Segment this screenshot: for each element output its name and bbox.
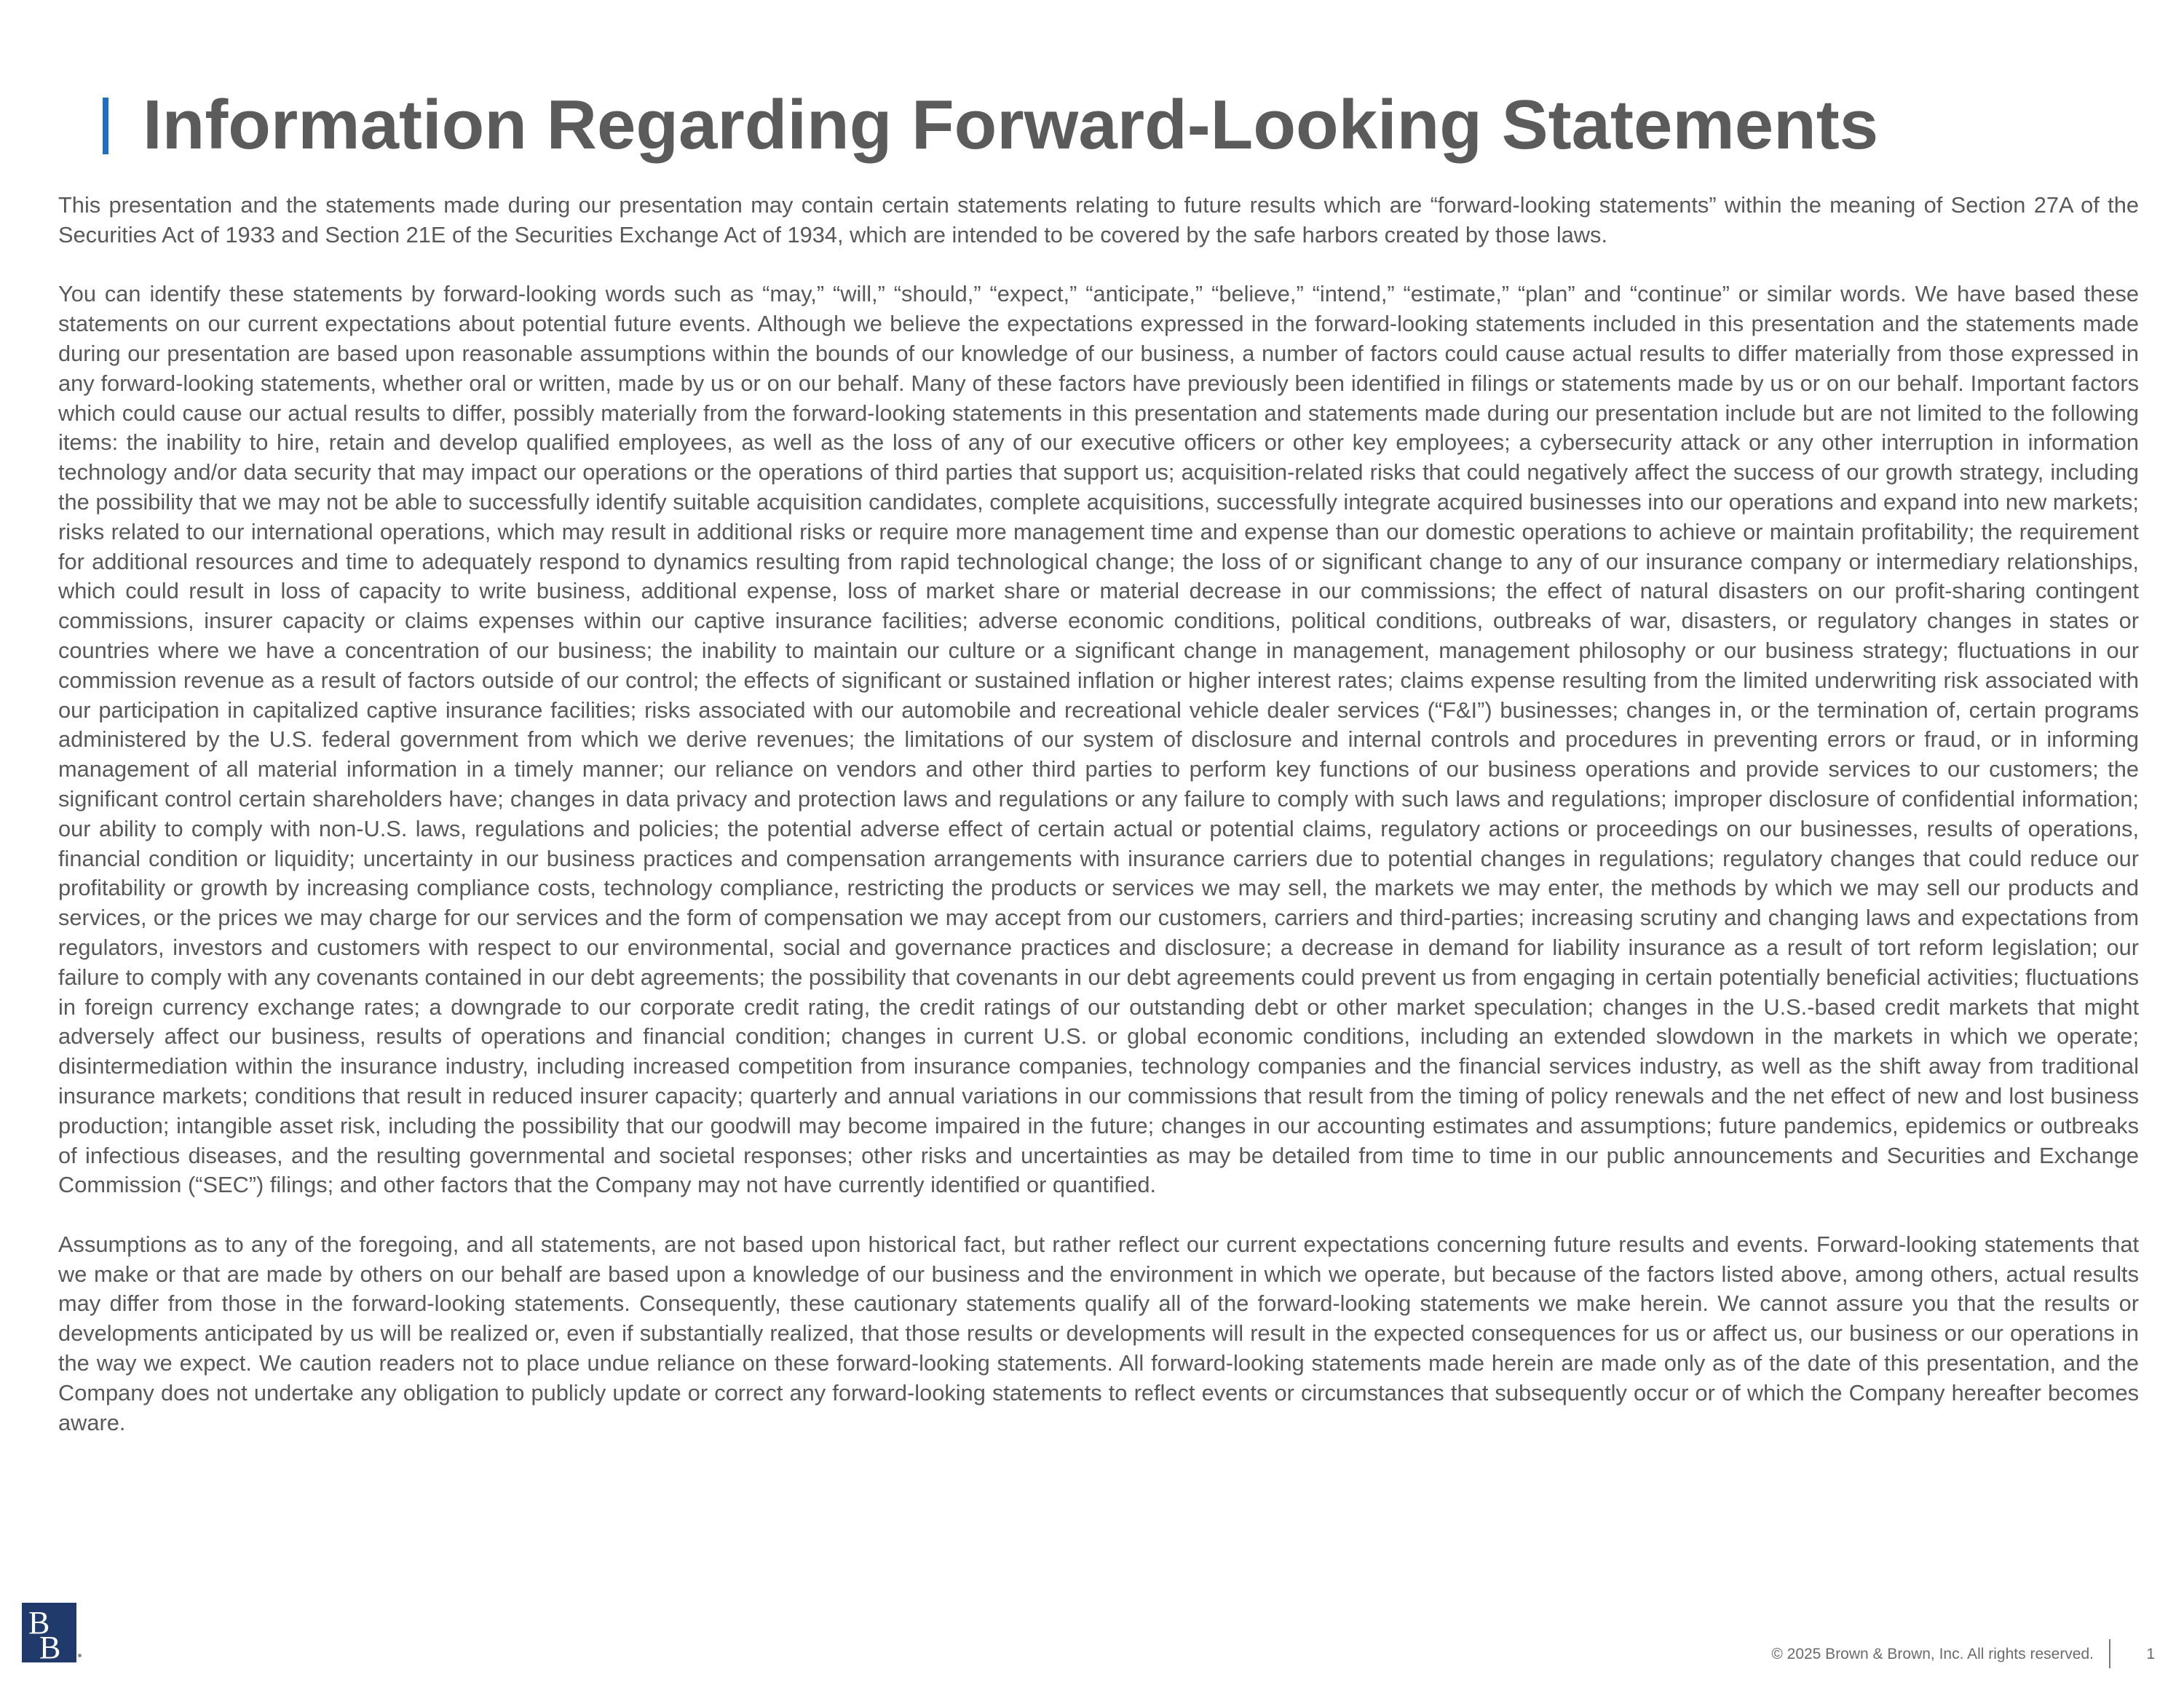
paragraph-intro: This presentation and the statements made during our presentation may contain certain statements relating to future results which are “forward-looking statements” within the meaning of Section 27A of the Securities Act of 1933 and Section 21E of the Securities Exchange Act of 1934, which are intended to be covered by the safe harbors created by those laws.: [58, 192, 2139, 247]
page-number: 1: [2146, 1646, 2155, 1662]
logo-trademark-dot: [78, 1654, 82, 1657]
paragraph-assumptions: Assumptions as to any of the foregoing, and all statements, are not based upon historical fact, but rather reflect our current expectations concerning future results and events. Forward-looking statements that we make or that are made by others on our behalf are based upon a knowledge of our business and the environment in which we operate, but because of the factors listed above, among others, actual results may differ from those in the forward-looking statements. Consequently, these cautionary statements qualify all of the forward-looking statements we make herein. We cannot assure you that the results or developments anticipated by us will be realized or, even if substantially realized, that those results or developments will result in the expected consequences for us or affect us, our business or our operations in the way we expect. We caution readers not to place undue reliance on these forward-looking statements. All forward-looking statements made herein are made only as of the date of this presentation, and the Company does not undertake any obligation to publicly update or correct any forward-looking statements to reflect events or circumstances that subsequently occur or of which the Company hereafter becomes aware.: [58, 1231, 2139, 1435]
paragraph-risk-factors: You can identify these statements by forward-looking words such as “may,” “will,” “should,” “expect,” “anticipate,” “believe,” “intend,” “estimate,” “plan” and “continue” or similar words. We have based these statements on our current expectations about potential future events. Although we believe the expectations expressed in the forward-looking statements included in this presentation and the statements made during our presentation are based upon reasonable assumptions within the bounds of our knowledge of our business, a number of factors could cause actual results to differ materially from those expressed in any forward-looking statements, whether oral or written, made by us or on our behalf. Many of these factors have previously been identified in filings or statements made by us or on our behalf. Important factors which could cause our actual results to differ, possibly materially from the forward-looking statements in this presentation and statements made during our presentation include but are not limited to the following items: the inability to hire, retain and develop qualified employees, as well as the loss of any of our executive officers or other key employees; a cybersecurity attack or any other interruption in information technology and/or data security that may impact our operations or the operations of third parties that support us; acquisition-related risks that could negatively affect the success of our growth strategy, including the possibility that we may not be able to successfully identify suitable acquisition candidates, complete acquisitions, successfully integrate acquired businesses into our operations and expand into new markets; risks related to our international operations, which may result in additional risks or require more management time and expense than our domestic operations to achieve or maintain profitability; the requirement for additional resources and time to adequately respond to dynamics resulting from rapid technological change; the loss of or significant change to any of our insurance company or intermediary relationships, which could result in loss of capacity to write business, additional expense, loss of market share or material decrease in our commissions; the effect of natural disasters on our profit-sharing contingent commissions, insurer capacity or claims expenses within our captive insurance facilities; adverse economic conditions, political conditions, outbreaks of war, disasters, or regulatory changes in states or countries where we have a concentration of our business; the inability to maintain our culture or a significant change in management, management philosophy or our business strategy; fluctuations in our commission revenue as a result of factors outside of our control; the effects of significant or sustained inflation or higher interest rates; claims expense resulting from the limited underwriting risk associated with our participation in capitalized captive insurance facilities; risks associated with our automobile and recreational vehicle dealer services (“F&I”) businesses; changes in, or the termination of, certain programs administered by the U.S. federal government from which we derive revenues; the limitations of our system of disclosure and internal controls and procedures in preventing errors or fraud, or in informing management of all material information in a timely manner; our reliance on vendors and other third parties to perform key functions of our business operations and provide services to our customers; the significant control certain shareholders have; changes in data privacy and protection laws and regulations or any failure to comply with such laws and regulations; improper disclosure of confidential information; our ability to comply with non-U.S. laws, regulations and policies; the potential adverse effect of certain actual or potential claims, regulatory actions or proceedings on our businesses, results of operations, financial condition or liquidity; uncertainty in our business practices and compensation arrangements with insurance carriers due to potential changes in regulations; regulatory changes that could reduce our profitability or growth by increasing compliance costs, technology compliance, restricting the products or services we may sell, the markets we may enter, the methods by which we may sell our products and services, or the prices we may charge for our services and the form of compensation we may accept from our customers, carriers and third-parties; increasing scrutiny and changing laws and expectations from regulators, investors and customers with respect to our environmental, social and governance practices and disclosure; a decrease in demand for liability insurance as a result of tort reform legislation; our failure to comply with any covenants contained in our debt agreements; the possibility that covenants in our debt agreements could prevent us from engaging in certain potentially beneficial activities; fluctuations in foreign currency exchange rates; a downgrade to our corporate credit rating, the credit ratings of our outstanding debt or other market speculation; changes in the U.S.-based credit markets that might adversely affect our business, results of operations and financial condition; changes in current U.S. or global economic conditions, including an extended slowdown in the markets in which we operate; disintermediation within the insurance industry, including increased competition from insurance companies, technology companies and the financial services industry, as well as the shift away from traditional insurance markets; conditions that result in reduced insurer capacity; quarterly and annual variations in our commissions that result from the timing of policy renewals and the net effect of new and lost business production; intangible asset risk, including the possibility that our goodwill may become impaired in the future; changes in our accounting estimates and assumptions; future pandemics, epidemics or outbreaks of infectious diseases, and the resulting governmental and societal responses; other risks and uncertainties as may be detailed from time to time in our public announcements and Securities and Exchange Commission (“SEC”) filings; and other factors that the Company may not have currently identified or quantified.: [58, 281, 2139, 1198]
logo-letter-bottom: B: [39, 1630, 61, 1662]
logo-letter-top: B: [28, 1605, 50, 1641]
page-title: Information Regarding Forward-Looking Statements: [143, 86, 1879, 164]
logo-monogram: [22, 1603, 76, 1662]
title-accent-bar: [103, 98, 108, 154]
copyright-notice: © 2025 Brown & Brown, Inc. All rights reserved.: [1771, 1646, 2094, 1662]
brown-brown-logo-icon: [22, 1603, 76, 1662]
disclaimer-body: [58, 191, 2139, 1467]
footer-divider: [2109, 1639, 2110, 1668]
